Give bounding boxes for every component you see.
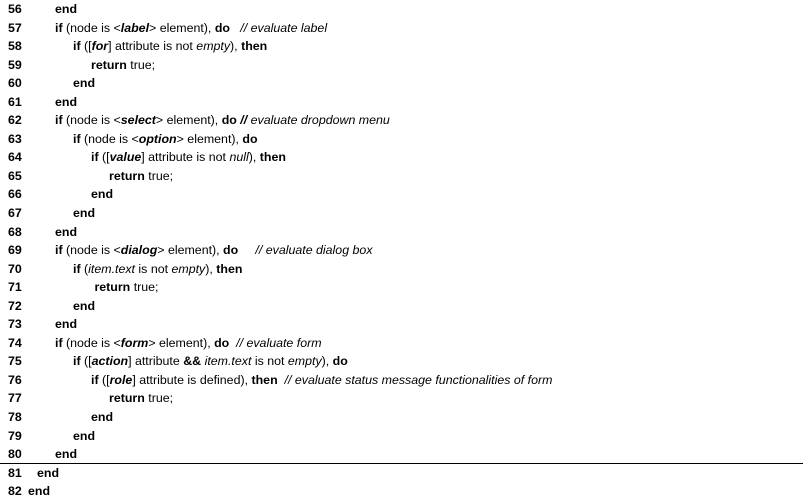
code-text xyxy=(55,0,77,19)
code-line xyxy=(0,427,803,446)
code-token-identifier: select xyxy=(120,113,156,128)
code-token-keyword: return xyxy=(94,280,131,295)
code-text xyxy=(55,241,373,260)
code-token-comment-or-term: empty xyxy=(171,261,206,276)
line-number: 70 xyxy=(8,261,22,276)
code-text xyxy=(109,167,173,186)
code-token-text: true; xyxy=(144,168,174,183)
line-number: 76 xyxy=(8,372,22,387)
code-token-keyword: then xyxy=(259,150,286,165)
code-line xyxy=(0,241,803,260)
code-token-identifier: option xyxy=(138,131,177,146)
line-number: 68 xyxy=(8,224,22,239)
code-text xyxy=(73,204,95,223)
code-token-text xyxy=(230,21,240,35)
code-token-text: ), xyxy=(205,261,217,276)
code-token-keyword: if xyxy=(55,113,63,128)
code-token-text: true; xyxy=(126,57,156,72)
code-token-text: ( xyxy=(80,261,89,276)
code-token-keyword: then xyxy=(251,372,278,387)
code-token-identifier: value xyxy=(109,150,142,165)
code-text xyxy=(91,56,155,75)
code-text xyxy=(55,334,322,353)
code-token-keyword: if xyxy=(73,39,81,54)
code-token-comment-or-term: // evaluate form xyxy=(236,335,322,350)
code-line xyxy=(0,297,803,316)
code-text xyxy=(91,185,113,204)
code-token-keyword: end xyxy=(28,484,51,499)
code-token-text: ([ xyxy=(98,150,110,165)
code-line xyxy=(0,111,803,130)
code-text xyxy=(73,352,348,371)
code-text xyxy=(55,19,327,38)
code-line xyxy=(0,56,803,75)
line-number: 61 xyxy=(8,94,22,109)
code-token-comment-or-term: item.text xyxy=(88,261,135,276)
code-token-keyword: if xyxy=(55,335,63,350)
code-token-text: > element), xyxy=(149,20,215,35)
code-token-comment-or-term: // evaluate dialog box xyxy=(255,243,373,258)
code-token-keyword: do xyxy=(223,243,239,258)
code-token-keyword: do xyxy=(214,20,230,35)
code-line xyxy=(0,260,803,279)
line-number: 59 xyxy=(8,57,22,72)
code-token-identifier: form xyxy=(120,335,149,350)
line-number: 80 xyxy=(8,447,22,462)
code-token-text: is not xyxy=(134,261,172,276)
code-token-comment-or-term: empty xyxy=(287,354,322,369)
code-token-keyword: end xyxy=(73,428,96,443)
code-token-identifier: for xyxy=(91,39,109,54)
line-number: 64 xyxy=(8,150,22,165)
code-text xyxy=(73,37,267,56)
code-line xyxy=(0,482,803,501)
code-text xyxy=(55,111,390,130)
code-token-keyword: end xyxy=(55,224,78,239)
line-number: 67 xyxy=(8,206,22,221)
code-line xyxy=(0,445,803,464)
code-token-identifier: dialog xyxy=(120,243,158,258)
code-line xyxy=(0,74,803,93)
line-number: 58 xyxy=(8,39,22,54)
code-token-text: true; xyxy=(144,391,174,406)
code-line xyxy=(0,389,803,408)
code-token-text: (node is < xyxy=(62,335,121,350)
code-token-keyword: do xyxy=(214,335,230,350)
code-token-text: > element), xyxy=(157,243,224,258)
code-token-keyword: if xyxy=(91,372,99,387)
code-line xyxy=(0,352,803,371)
line-number: 56 xyxy=(8,2,22,16)
code-text xyxy=(91,148,286,167)
code-token-text: ] attribute is not xyxy=(141,150,230,165)
line-number: 81 xyxy=(8,465,22,480)
line-number: 77 xyxy=(8,391,22,406)
code-text xyxy=(28,482,50,501)
code-token-comment-or-term: // evaluate label xyxy=(240,20,328,35)
code-token-keyword: end xyxy=(55,2,78,16)
code-token-text: ] attribute is defined), xyxy=(132,372,252,387)
line-number: 62 xyxy=(8,113,22,128)
code-line xyxy=(0,185,803,204)
code-token-keyword: then xyxy=(216,261,243,276)
code-token-text: ([ xyxy=(80,39,92,54)
code-token-keyword: if xyxy=(55,243,63,258)
code-token-text xyxy=(238,243,255,257)
code-token-text: > element), xyxy=(148,335,215,350)
code-line xyxy=(0,0,803,19)
code-token-keyword: && xyxy=(183,354,202,369)
code-token-keyword: end xyxy=(73,206,96,221)
code-token-text: (node is < xyxy=(80,131,139,146)
code-token-text: ([ xyxy=(80,354,92,369)
code-token-text: (node is < xyxy=(62,113,121,128)
line-number: 72 xyxy=(8,298,22,313)
line-number: 73 xyxy=(8,317,22,332)
code-token-keyword: return xyxy=(109,391,145,406)
code-line xyxy=(0,315,803,334)
code-line xyxy=(0,148,803,167)
code-token-identifier: label xyxy=(120,20,150,35)
code-token-keyword: if xyxy=(73,131,81,146)
code-token-comment-or-term: evaluate dropdown menu xyxy=(247,113,390,128)
code-token-text: (node is < xyxy=(62,243,121,258)
line-number: 57 xyxy=(8,20,22,35)
code-line xyxy=(0,371,803,390)
code-token-keyword: then xyxy=(241,39,268,54)
code-text xyxy=(73,427,95,446)
line-number: 66 xyxy=(8,187,22,202)
code-token-keyword: if xyxy=(91,150,99,165)
code-text xyxy=(91,408,113,427)
code-line xyxy=(0,204,803,223)
code-token-comment-or-term: // evaluate status message functionalities of form xyxy=(284,372,553,387)
code-token-text: > element), xyxy=(176,131,243,146)
code-token-keyword: end xyxy=(73,76,96,91)
code-token-text: > element), xyxy=(155,113,222,128)
code-token-text: ] attribute is not xyxy=(108,39,197,54)
code-token-comment-or-term: item.text xyxy=(204,354,252,369)
code-token-keyword: if xyxy=(73,261,81,276)
line-number: 60 xyxy=(8,76,22,91)
code-token-text: is not xyxy=(251,354,288,369)
code-text xyxy=(91,371,552,390)
code-text xyxy=(55,93,77,112)
code-token-comment-or-term: empty xyxy=(196,39,231,54)
code-text xyxy=(109,389,173,408)
code-token-keyword: end xyxy=(91,410,114,425)
code-token-keyword: end xyxy=(91,187,114,202)
code-text xyxy=(55,315,77,334)
code-line xyxy=(0,130,803,149)
line-number: 74 xyxy=(8,335,22,350)
code-token-keyword: end xyxy=(55,317,78,332)
line-number: 69 xyxy=(8,243,22,258)
code-token-keyword: do xyxy=(242,131,258,146)
code-token-keyword: if xyxy=(73,354,81,369)
line-number: 79 xyxy=(8,428,22,443)
code-line xyxy=(0,278,803,297)
code-text xyxy=(73,130,258,149)
code-token-identifier: // xyxy=(240,113,248,128)
code-line xyxy=(0,464,803,483)
code-token-keyword: do xyxy=(332,354,348,369)
code-token-text: ] attribute xyxy=(128,354,184,369)
code-token-keyword: if xyxy=(55,20,63,35)
code-token-text: true; xyxy=(130,280,159,295)
code-line xyxy=(0,37,803,56)
line-number: 75 xyxy=(8,354,22,369)
code-text xyxy=(37,464,59,483)
code-line xyxy=(0,408,803,427)
code-token-keyword: do xyxy=(221,113,237,128)
code-token-keyword: end xyxy=(55,447,78,462)
code-token-text: ), xyxy=(248,150,260,165)
code-text xyxy=(91,278,159,297)
code-token-text: (node is < xyxy=(62,20,121,35)
code-line xyxy=(0,19,803,38)
code-line xyxy=(0,93,803,112)
bottom-rule xyxy=(0,463,803,464)
code-text xyxy=(73,74,95,93)
code-token-keyword: end xyxy=(37,465,60,480)
code-line xyxy=(0,334,803,353)
code-text xyxy=(73,260,242,279)
code-token-text: ([ xyxy=(98,372,110,387)
code-token-text xyxy=(278,373,285,387)
code-line xyxy=(0,223,803,242)
line-number: 78 xyxy=(8,410,22,425)
code-text xyxy=(55,223,77,242)
code-token-keyword: return xyxy=(91,57,127,72)
code-token-identifier: role xyxy=(109,372,133,387)
line-number: 63 xyxy=(8,131,22,146)
code-token-keyword: return xyxy=(109,168,145,183)
code-token-keyword: end xyxy=(55,94,78,109)
code-text xyxy=(55,445,77,464)
code-token-comment-or-term: null xyxy=(229,150,249,165)
line-number: 71 xyxy=(8,280,22,295)
line-number: 65 xyxy=(8,168,22,183)
code-token-text: ), xyxy=(321,354,333,369)
code-token-keyword: end xyxy=(73,298,96,313)
code-text xyxy=(73,297,95,316)
line-number: 82 xyxy=(8,484,22,499)
code-token-identifier: action xyxy=(91,354,129,369)
code-line xyxy=(0,167,803,186)
code-token-text: ), xyxy=(230,39,242,54)
